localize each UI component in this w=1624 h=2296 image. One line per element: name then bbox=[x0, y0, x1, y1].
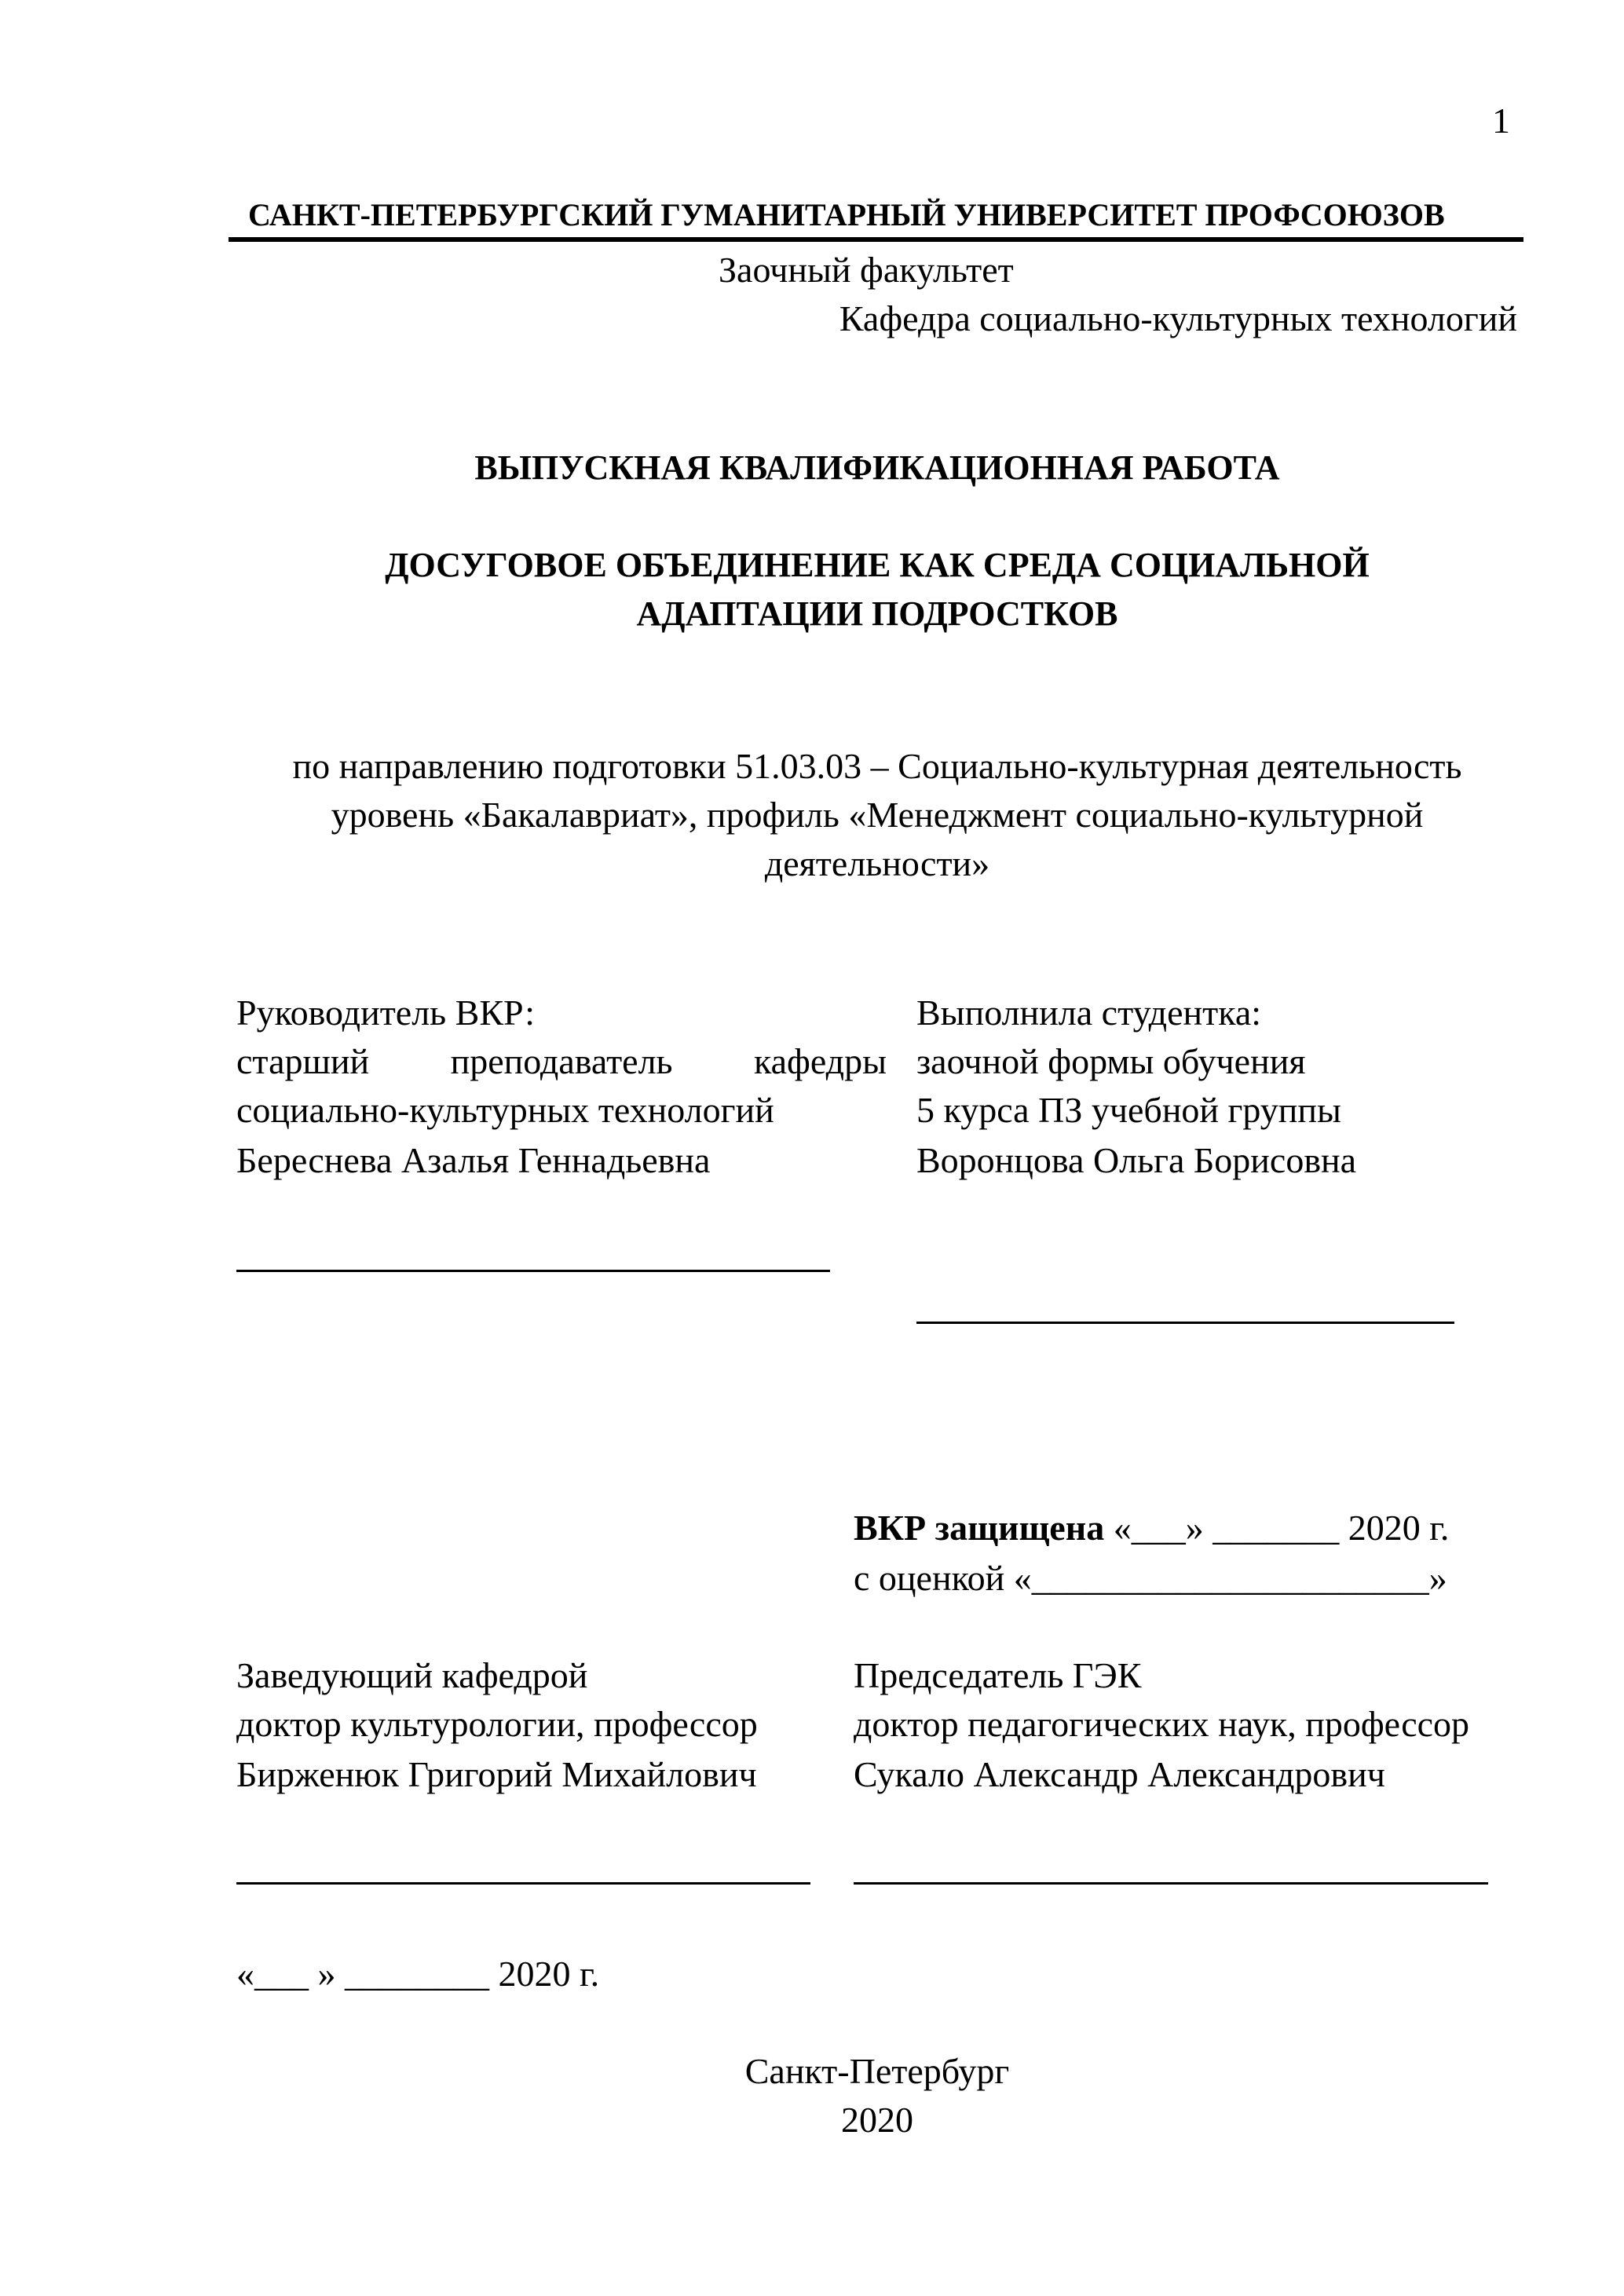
student-name: Воронцова Ольга Борисовна bbox=[916, 1140, 1357, 1180]
supervisor-department: социально-культурных технологий bbox=[236, 1090, 774, 1130]
student-label: Выполнила студентка: bbox=[916, 993, 1262, 1033]
defense-date: «___» _______ 2020 г. bbox=[1113, 1508, 1450, 1548]
head-of-dept-name: Бирженюк Григорий Михайлович bbox=[236, 1754, 757, 1794]
university-name: САНКТ-ПЕТЕРБУРГСКИЙ ГУМАНИТАРНЫЙ УНИВЕРСИТЕТ ПРОФСОЮЗОВ bbox=[248, 197, 1445, 232]
defense-grade: с оценкой «______________________» bbox=[854, 1558, 1447, 1598]
word: кафедры bbox=[753, 1041, 887, 1081]
year: 2020 bbox=[841, 2100, 913, 2140]
head-signature-line bbox=[236, 1882, 810, 1885]
head-of-dept-label: Заведующий кафедрой bbox=[236, 1655, 588, 1695]
chairman-name: Сукало Александр Александрович bbox=[854, 1754, 1385, 1794]
defense-status bbox=[854, 1504, 1449, 1552]
chairman-degree: доктор педагогических наук, профессор bbox=[854, 1704, 1470, 1744]
direction-line-2: уровень «Бакалавриат», профиль «Менеджмент социально-культурной bbox=[331, 795, 1424, 835]
supervisor-signature-line bbox=[236, 1270, 830, 1272]
approval-date: «___ » ________ 2020 г. bbox=[236, 1954, 600, 1994]
student-study-form: заочной формы обучения bbox=[916, 1041, 1306, 1081]
head-of-dept-degree: доктор культурологии, профессор bbox=[236, 1704, 758, 1744]
word: старший bbox=[236, 1041, 370, 1081]
topic-line-2: АДАПТАЦИИ ПОДРОСТКОВ bbox=[636, 594, 1118, 633]
direction-line-3: деятельности» bbox=[764, 843, 990, 883]
chairman-signature-line bbox=[854, 1882, 1488, 1885]
supervisor-name: Береснева Азалья Геннадьевна bbox=[236, 1140, 711, 1180]
department: Кафедра социально-культурных технологий bbox=[839, 298, 1517, 338]
chairman-label: Председатель ГЭК bbox=[854, 1655, 1142, 1695]
topic-line-1: ДОСУГОВОЕ ОБЪЕДИНЕНИЕ КАК СРЕДА СОЦИАЛЬНОЙ bbox=[385, 546, 1370, 584]
student-signature-line bbox=[916, 1322, 1454, 1324]
word: преподаватель bbox=[450, 1041, 673, 1081]
work-type-title: ВЫПУСКНАЯ КВАЛИФИКАЦИОННАЯ РАБОТА bbox=[474, 448, 1280, 487]
faculty: Заочный факультет bbox=[719, 250, 1014, 290]
supervisor-position bbox=[236, 1037, 887, 1086]
city: Санкт-Петербург bbox=[744, 2051, 1010, 2091]
header-rule bbox=[229, 237, 1523, 242]
direction-line-1: по направлению подготовки 51.03.03 – Социально-культурная деятельность bbox=[292, 746, 1462, 786]
defense-label: ВКР защищена bbox=[854, 1508, 1105, 1548]
page-number: 1 bbox=[1492, 101, 1510, 141]
supervisor-label: Руководитель ВКР: bbox=[236, 993, 536, 1033]
student-group: 5 курса ПЗ учебной группы bbox=[916, 1090, 1341, 1130]
